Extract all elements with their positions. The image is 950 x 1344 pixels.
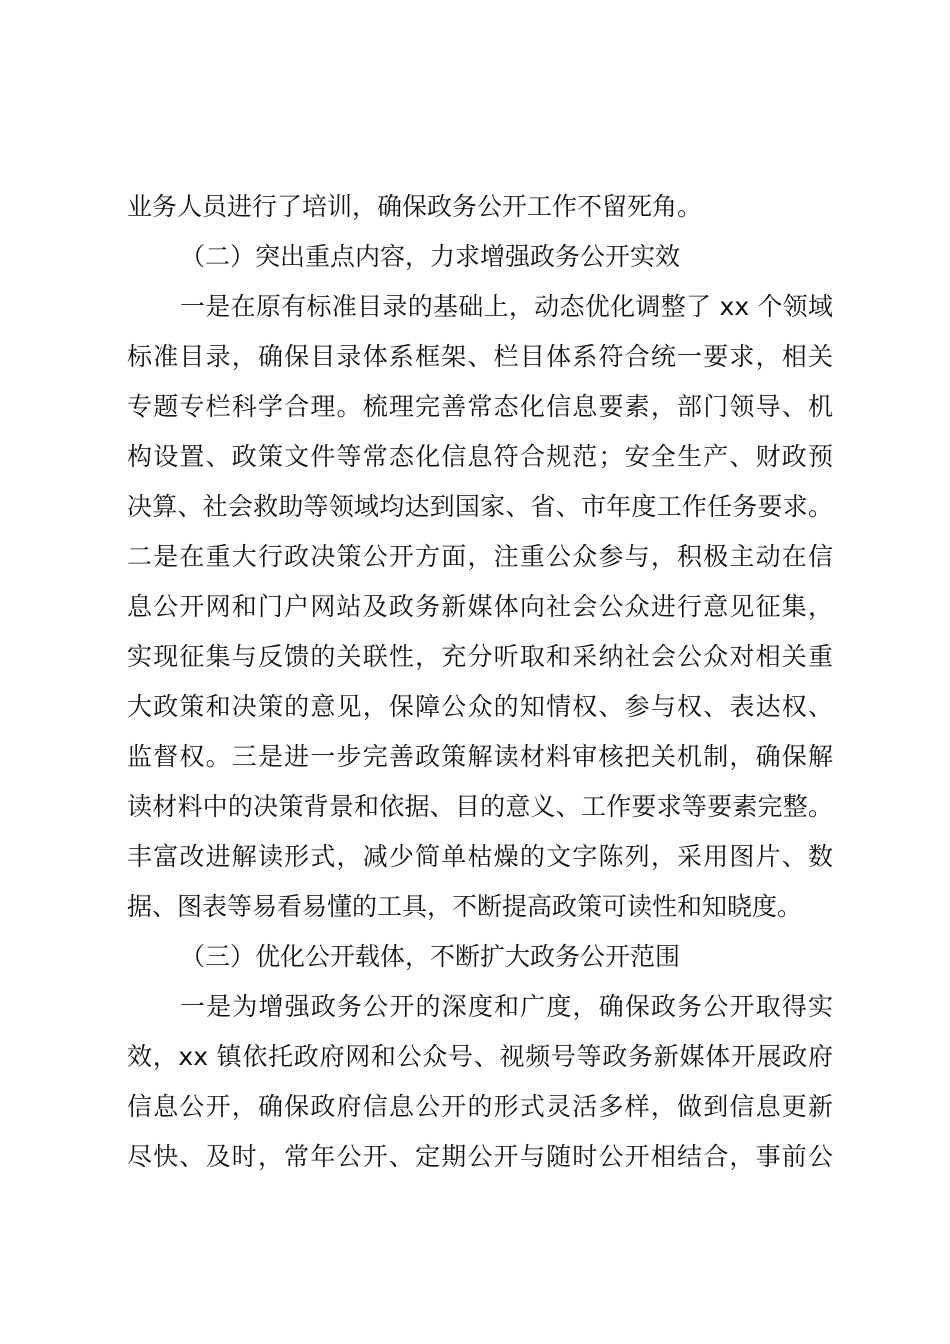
- document-body: [127, 182, 833, 1182]
- paragraph-line: 专题专栏科学合理。梳理完善常态化信息要素，部门领导、机: [127, 392, 833, 421]
- paragraph-line: 大政策和决策的意见，保障公众的知情权、参与权、表达权、: [127, 692, 833, 721]
- paragraph-line: 构设置、政策文件等常态化信息符合规范；安全生产、财政预: [127, 442, 833, 471]
- paragraph-line: 监督权。三是进一步完善政策解读材料审核把关机制，确保解: [127, 742, 833, 771]
- paragraph-line: 丰富改进解读形式，减少简单枯燥的文字陈列，采用图片、数: [127, 842, 833, 871]
- paragraph-line: 效，xx 镇依托政府网和公众号、视频号等政务新媒体开展政府: [127, 1042, 833, 1071]
- section-heading-2: （二）突出重点内容，力求增强政务公开实效: [180, 242, 681, 271]
- paragraph-line: 标准目录，确保目录体系框架、栏目体系符合统一要求，相关: [127, 342, 833, 371]
- paragraph-line: 读材料中的决策背景和依据、目的意义、工作要求等要素完整。: [127, 792, 833, 821]
- paragraph-line: 尽快、及时，常年公开、定期公开与随时公开相结合，事前公: [127, 1142, 833, 1171]
- paragraph-line: 二是在重大行政决策公开方面，注重公众参与，积极主动在信: [127, 542, 833, 571]
- section-heading-3: （三）优化公开载体，不断扩大政务公开范围: [180, 942, 681, 971]
- paragraph-line: 实现征集与反馈的关联性，充分听取和采纳社会公众对相关重: [127, 642, 833, 671]
- paragraph-line: 一是为增强政务公开的深度和广度，确保政务公开取得实: [180, 992, 833, 1021]
- paragraph-line: 业务人员进行了培训，确保政务公开工作不留死角。: [127, 192, 703, 221]
- paragraph-line: 信息公开，确保政府信息公开的形式灵活多样，做到信息更新: [127, 1092, 833, 1121]
- paragraph-line: 一是在原有标准目录的基础上，动态优化调整了 xx 个领域: [180, 292, 833, 321]
- paragraph-line: 据、图表等易看易懂的工具，不断提高政策可读性和知晓度。: [127, 892, 803, 921]
- paragraph-line: 决算、社会救助等领域均达到国家、省、市年度工作任务要求。: [127, 492, 833, 521]
- paragraph-line: 息公开网和门户网站及政务新媒体向社会公众进行意见征集，: [127, 592, 833, 621]
